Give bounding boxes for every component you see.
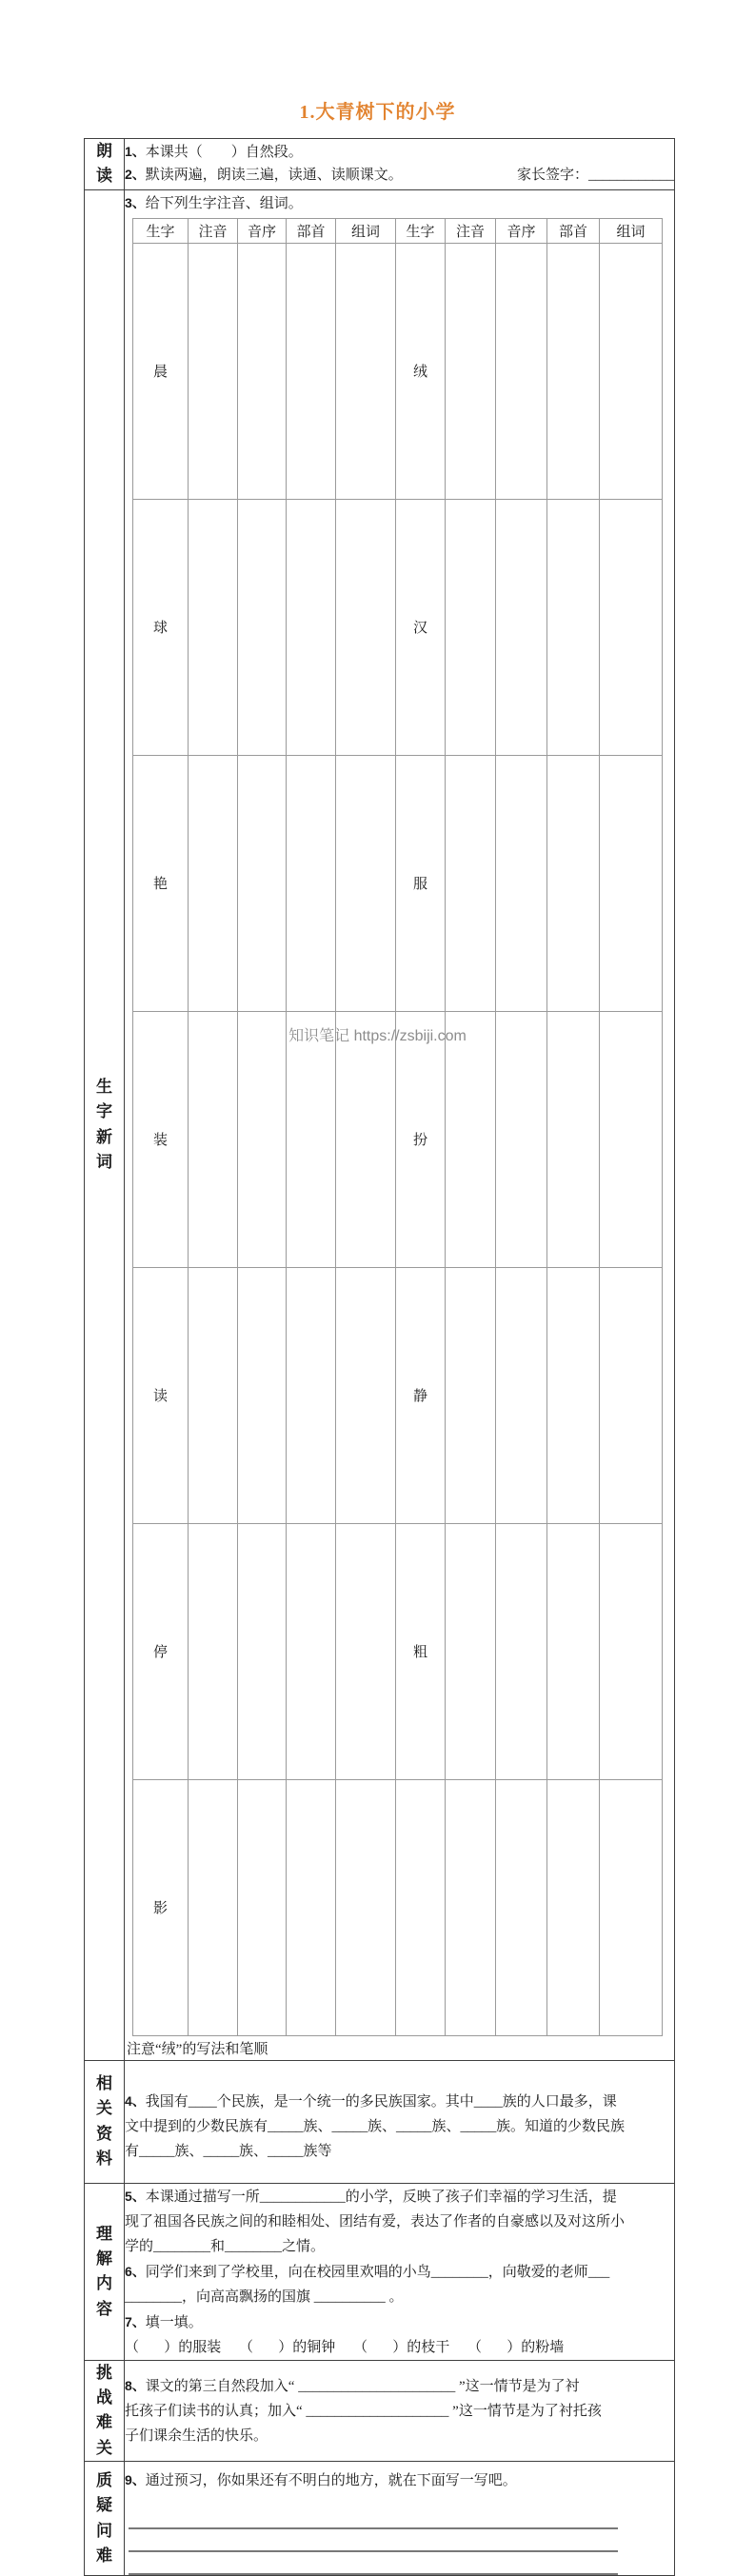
vocab-header-cell: 注音 [446, 218, 496, 243]
vocab-empty-cell [547, 243, 600, 499]
question-line [125, 164, 674, 187]
vocab-char-cell [396, 1779, 446, 2035]
section-label [85, 139, 125, 190]
vocab-table [132, 218, 663, 2036]
vocab-char-cell: 艳 [133, 755, 189, 1011]
vocab-empty-cell [547, 755, 600, 1011]
vocab-empty-cell [496, 1267, 547, 1523]
vocab-empty-cell [336, 1779, 396, 2035]
vocab-header-cell: 音序 [496, 218, 547, 243]
question-line [125, 2424, 674, 2448]
vocab-empty-cell [336, 755, 396, 1011]
vocab-header-row [133, 218, 663, 243]
footer-watermark: 知识笔记 https://zsbiji.com [288, 1028, 467, 1044]
question-text: 托孩子们读书的认真；加入“ ____________________ ”这一情节是为了衬托孩 [125, 2403, 602, 2419]
vocab-empty-cell [496, 1523, 547, 1779]
vocab-row [133, 499, 663, 755]
vocab-empty-cell [600, 1267, 663, 1523]
question-number: 3、 [125, 194, 146, 210]
section-label-text: 质疑问难 [96, 2470, 112, 2565]
question-number: 2、 [125, 167, 146, 183]
page-title: 1.大青树下的小学 [299, 102, 456, 123]
question-number: 6、 [125, 2263, 146, 2279]
vocab-empty-cell [336, 1523, 396, 1779]
vocab-header-cell: 生字 [396, 218, 446, 243]
vocab-header-cell: 组词 [600, 218, 663, 243]
vocab-empty-cell [496, 499, 547, 755]
section-label-text: 生字新词 [96, 1078, 112, 1172]
question-line [125, 2139, 674, 2164]
question-text: 文中提到的少数民族有_____族、_____族、_____族、_____族。知道的少数民族 [125, 2119, 626, 2135]
question-line [125, 2399, 674, 2424]
question-line [125, 2285, 674, 2309]
vocab-char-cell: 装 [133, 1011, 189, 1267]
vocab-empty-cell [446, 1779, 496, 2035]
vocab-empty-cell [238, 1267, 287, 1523]
vocab-empty-cell [547, 1267, 600, 1523]
question-text: 本课共（ ）自然段。 [145, 145, 303, 161]
vocab-char-cell: 球 [133, 499, 189, 755]
vocab-empty-cell [189, 1779, 238, 2035]
question-number: 8、 [125, 2377, 146, 2393]
section-content [125, 2183, 675, 2360]
section-label-text: 相关资料 [96, 2074, 112, 2169]
vocab-header-cell: 音序 [238, 218, 287, 243]
vocab-empty-cell [600, 1523, 663, 1779]
vocab-header-cell: 部首 [547, 218, 600, 243]
question-text: 有_____族、_____族、_____族等 [125, 2144, 332, 2160]
writing-line [129, 2552, 618, 2575]
question-text: 现了祖国各民族之间的和睦相处、团结有爱，表达了作者的自豪感以及对这所小 [125, 2213, 626, 2229]
section-row-nanguan [85, 2360, 675, 2461]
signature-blank: ____________ [588, 168, 674, 184]
question-text: 给下列生字注音、组词。 [145, 195, 303, 211]
vocab-empty-cell [189, 755, 238, 1011]
section-label-text: 挑战难关 [96, 2363, 112, 2457]
vocab-header-cell: 注音 [189, 218, 238, 243]
question-line [125, 2259, 674, 2285]
vocab-header-cell: 组词 [336, 218, 396, 243]
question-line [125, 2234, 674, 2259]
writing-line [129, 2529, 618, 2552]
vocab-empty-cell [336, 499, 396, 755]
question-text: （ ）的服装 （ ）的铜钟 （ ）的枝干 （ ）的粉墙 [125, 2339, 565, 2355]
question-number: 4、 [125, 2093, 146, 2110]
vocab-empty-cell [496, 243, 547, 499]
writing-line [129, 2507, 618, 2529]
vocab-row [133, 1267, 663, 1523]
vocab-header-cell: 生字 [133, 218, 189, 243]
question-text: ________，向高高飘扬的国旗 __________ 。 [125, 2289, 404, 2305]
vocab-empty-cell [189, 1011, 238, 1267]
parent-signature [517, 165, 674, 187]
section-row-ziliao [85, 2060, 675, 2183]
question-line [125, 2373, 674, 2399]
section-label [85, 2060, 125, 2183]
vocab-char-cell: 静 [396, 1267, 446, 1523]
question-text: 我国有____个民族，是一个统一的多民族国家。其中____族的人口最多，课 [145, 2094, 617, 2110]
vocab-char-cell: 服 [396, 755, 446, 1011]
vocab-empty-cell [287, 243, 336, 499]
question-number: 7、 [125, 2313, 146, 2329]
vocab-empty-cell [496, 1011, 547, 1267]
vocab-empty-cell [336, 1011, 396, 1267]
vocab-empty-cell [189, 243, 238, 499]
vocab-empty-cell [238, 1779, 287, 2035]
question-text: 同学们来到了学校里，向在校园里欢唱的小鸟________，向敬爱的老师___ [145, 2264, 610, 2280]
question-text: 填一填。 [145, 2314, 203, 2330]
vocab-empty-cell [238, 755, 287, 1011]
parent-signature-label: 家长签字： [516, 168, 588, 184]
question-line [125, 2089, 674, 2114]
vocab-empty-cell [287, 499, 336, 755]
question-number: 5、 [125, 2188, 146, 2204]
vocab-empty-cell [446, 755, 496, 1011]
section-label [85, 2183, 125, 2360]
section-content [125, 2060, 675, 2183]
section-content [125, 139, 675, 190]
vocab-empty-cell [287, 1523, 336, 1779]
question-line [125, 2184, 674, 2209]
section-row-langdu [85, 139, 675, 190]
vocab-note: 注意“绒”的写法和笔顺 [127, 2041, 268, 2057]
section-content [125, 2462, 675, 2576]
vocab-empty-cell [547, 1779, 600, 2035]
vocab-empty-cell [496, 1779, 547, 2035]
vocab-empty-cell [600, 1779, 663, 2035]
vocab-char-cell: 晨 [133, 243, 189, 499]
vocab-empty-cell [287, 755, 336, 1011]
vocab-char-cell: 停 [133, 1523, 189, 1779]
vocab-empty-cell [336, 1267, 396, 1523]
section-content [125, 2360, 675, 2461]
vocab-empty-cell [600, 499, 663, 755]
vocab-empty-cell [547, 1523, 600, 1779]
vocab-empty-cell [446, 499, 496, 755]
vocab-empty-cell [238, 1011, 287, 1267]
question-line [125, 141, 674, 164]
section-row-shengzi [85, 189, 675, 2060]
question-line [125, 190, 674, 216]
vocab-empty-cell [547, 499, 600, 755]
section-label [85, 2360, 125, 2461]
question-text: 默读两遍，朗读三遍，读通、读顺课文。 [145, 168, 403, 184]
vocab-empty-cell [446, 1011, 496, 1267]
question-number: 9、 [125, 2472, 146, 2488]
vocab-empty-cell [600, 755, 663, 1011]
vocab-row [133, 243, 663, 499]
question-line [125, 2335, 674, 2360]
section-row-neirong [85, 2183, 675, 2360]
question-text: 课文的第三自然段加入“ ______________________ ”这一情节是为了衬 [145, 2378, 580, 2394]
vocab-row [133, 1779, 663, 2035]
vocab-row [133, 1011, 663, 1267]
vocab-empty-cell [446, 1267, 496, 1523]
vocab-empty-cell [287, 1267, 336, 1523]
vocab-empty-cell [446, 1523, 496, 1779]
vocab-empty-cell [287, 1779, 336, 2035]
vocab-char-cell: 影 [133, 1779, 189, 2035]
vocab-header-cell: 部首 [287, 218, 336, 243]
writing-lines [129, 2507, 618, 2575]
vocab-empty-cell [547, 1011, 600, 1267]
section-label [85, 2462, 125, 2576]
vocab-empty-cell [238, 499, 287, 755]
section-content [125, 189, 675, 2060]
section-label-text: 理解内容 [96, 2224, 112, 2318]
vocab-char-cell: 绒 [396, 243, 446, 499]
question-text: 本课通过描写一所____________的小学，反映了孩子们幸福的学习生活，提 [145, 2189, 617, 2205]
vocab-char-cell: 粗 [396, 1523, 446, 1779]
vocab-row [133, 1523, 663, 1779]
vocab-empty-cell [238, 243, 287, 499]
section-row-zhiyi [85, 2462, 675, 2576]
question-line [125, 2114, 674, 2139]
question-text: 子们课余生活的快乐。 [125, 2427, 268, 2444]
vocab-empty-cell [600, 243, 663, 499]
question-text: 学的________和________之情。 [125, 2238, 326, 2254]
question-text: 通过预习，你如果还有不明白的地方，就在下面写一写吧。 [145, 2473, 517, 2489]
section-label-text: 朗读 [96, 142, 112, 186]
vocab-char-cell: 读 [133, 1267, 189, 1523]
question-line [125, 2209, 674, 2234]
vocab-empty-cell [600, 1011, 663, 1267]
vocab-empty-cell [189, 1267, 238, 1523]
worksheet-table [84, 138, 675, 2576]
vocab-char-cell: 汉 [396, 499, 446, 755]
vocab-empty-cell [446, 243, 496, 499]
question-line [125, 2309, 674, 2335]
section-label [85, 189, 125, 2060]
vocab-empty-cell [189, 1523, 238, 1779]
vocab-empty-cell [336, 243, 396, 499]
vocab-empty-cell [189, 499, 238, 755]
vocab-empty-cell [496, 755, 547, 1011]
vocab-row [133, 755, 663, 1011]
question-line [125, 2467, 674, 2493]
vocab-char-cell: 扮 [396, 1011, 446, 1267]
vocab-empty-cell [287, 1011, 336, 1267]
vocab-empty-cell [238, 1523, 287, 1779]
question-number: 1、 [125, 144, 146, 160]
